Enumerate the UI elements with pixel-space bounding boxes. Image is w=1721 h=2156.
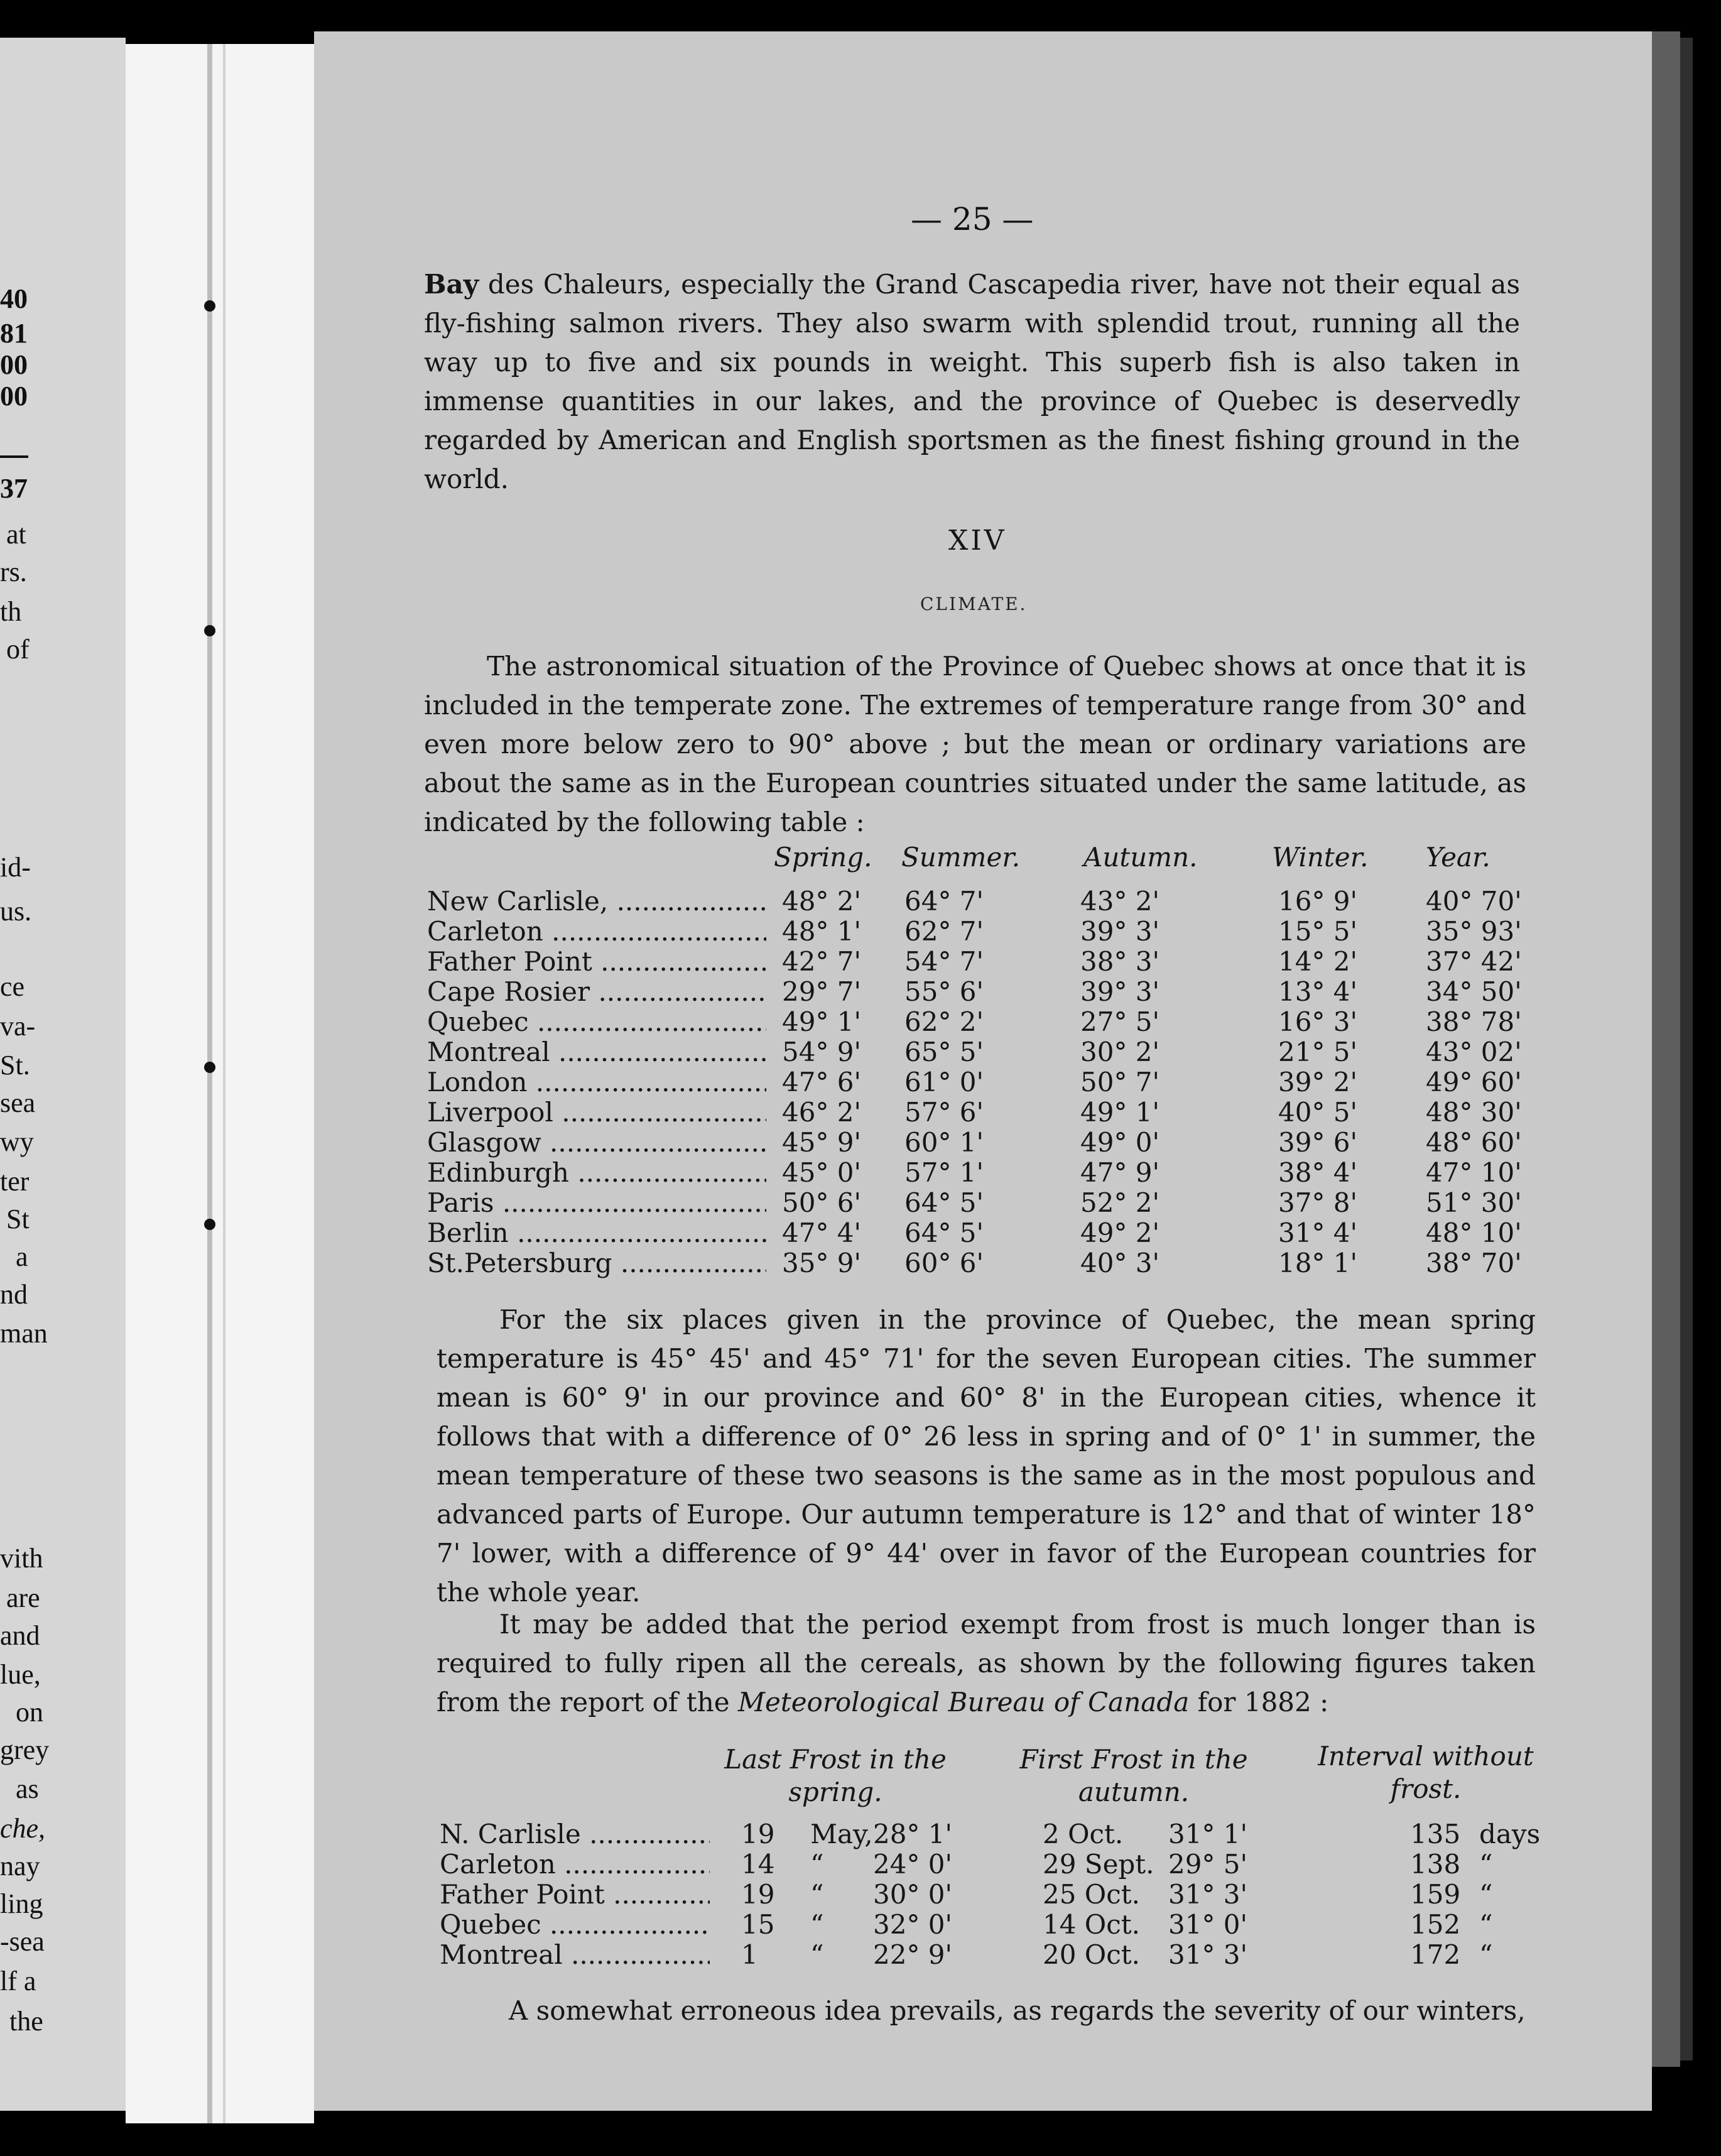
autumn-value: 49° 1'	[1080, 1097, 1160, 1128]
left-margin-fragment: lue,	[0, 1659, 41, 1690]
spring-value: 48° 2'	[782, 886, 862, 917]
autumn-value: 49° 2'	[1080, 1217, 1160, 1248]
intro-paragraph	[424, 265, 1520, 499]
frost-row	[440, 1819, 1570, 1849]
year-value: 51° 30'	[1426, 1187, 1522, 1218]
spring-value: 50° 6'	[782, 1187, 862, 1218]
left-margin-fragment: of	[6, 634, 30, 665]
winter-value: 18° 1'	[1278, 1248, 1358, 1278]
spring-value: 45° 0'	[782, 1157, 862, 1188]
left-margin-fragment: man	[0, 1318, 48, 1349]
first-frost-date: 14 Oct.	[1043, 1909, 1140, 1940]
column-header: Year.	[1426, 842, 1490, 873]
left-margin-fragment: nd	[0, 1279, 28, 1310]
summer-value: 62° 2'	[904, 1006, 984, 1037]
interval-unit: “	[1479, 1849, 1493, 1880]
column-header: Spring.	[774, 842, 872, 873]
left-margin-fragment: are	[6, 1582, 40, 1613]
left-margin-fragment: us.	[0, 896, 32, 927]
binding-line-secondary	[223, 44, 225, 2123]
interval-value: 135	[1410, 1819, 1461, 1849]
table-row	[427, 1127, 1570, 1157]
binding-thread-knot	[204, 300, 215, 312]
table-row	[427, 976, 1570, 1006]
autumn-value: 27° 5'	[1080, 1006, 1160, 1037]
interval-value: 138	[1410, 1849, 1461, 1880]
last-frost-month: “	[810, 1849, 824, 1880]
spring-value: 42° 7'	[782, 946, 862, 977]
place-name: Carleton .....	[440, 1849, 710, 1880]
left-margin-fragment: va-	[0, 1011, 36, 1042]
first-frost-temp: 31° 3'	[1168, 1939, 1248, 1970]
climate-paragraph: The astronomical situation of the Province of Quebec shows at once that it is included in the temperate zone. The extremes of temperature range from 30° and even more below zero to 90° above ; but the mean or ordinary variations are about the same as in the European countries situated under the same latitude, as indicated by the following table :	[424, 651, 1526, 837]
last-frost-month: “	[810, 1879, 824, 1910]
frost-paragraph-tail: for 1882 :	[1189, 1687, 1329, 1718]
winter-value: 21° 5'	[1278, 1037, 1358, 1067]
place-name: Berlin .....	[427, 1217, 766, 1248]
closing-line: A somewhat erroneous idea prevails, as regards the severity of our winters,	[509, 1995, 1526, 2026]
spring-value: 49° 1'	[782, 1006, 862, 1037]
left-margin-fragment: vith	[0, 1543, 43, 1574]
left-margin-fragment: on	[16, 1697, 43, 1728]
year-value: 40° 70'	[1426, 886, 1522, 917]
left-margin-fragment: a	[16, 1241, 28, 1272]
column-header: Winter.	[1272, 842, 1369, 873]
summer-value: 62° 7'	[904, 916, 984, 947]
autumn-value: 30° 2'	[1080, 1037, 1160, 1067]
left-margin-fragment: id-	[0, 852, 31, 883]
left-margin-fragment: -sea	[0, 1926, 45, 1957]
left-margin-fragment: wy	[0, 1126, 34, 1157]
place-name: Father Point .....	[427, 946, 766, 977]
last-frost-month: May,	[810, 1819, 873, 1849]
place-name: Glasgow .....	[427, 1127, 766, 1158]
section-title: CLIMATE.	[920, 594, 1028, 614]
table-row	[427, 1006, 1570, 1037]
table-row	[427, 1097, 1570, 1127]
last-frost-day: 14	[741, 1849, 775, 1880]
autumn-value: 39° 3'	[1080, 916, 1160, 947]
left-margin-number: 00	[0, 349, 28, 380]
interval-value: 159	[1410, 1879, 1461, 1910]
column-header: Autumn.	[1083, 842, 1198, 873]
frost-paragraph	[437, 1605, 1536, 1722]
autumn-value: 39° 3'	[1080, 976, 1160, 1007]
last-frost-temp: 22° 9'	[873, 1939, 953, 1970]
autumn-value: 47° 9'	[1080, 1157, 1160, 1188]
summer-value: 64° 5'	[904, 1187, 984, 1218]
winter-value: 16° 9'	[1278, 886, 1358, 917]
section-number: XIV	[948, 525, 1007, 557]
interval-unit: “	[1479, 1879, 1493, 1910]
spring-value: 47° 6'	[782, 1067, 862, 1097]
year-value: 37° 42'	[1426, 946, 1522, 977]
frost-row	[440, 1939, 1570, 1969]
left-margin-rule	[0, 455, 28, 458]
intro-lead-word: Bay	[424, 269, 479, 300]
winter-value: 16° 3'	[1278, 1006, 1358, 1037]
table-row	[427, 1217, 1570, 1248]
place-name: Carleton .....	[427, 916, 766, 947]
year-value: 48° 30'	[1426, 1097, 1522, 1128]
table-row	[427, 916, 1570, 946]
binding-line	[207, 44, 212, 2123]
summer-value: 55° 6'	[904, 976, 984, 1007]
binding-thread-knot	[204, 1062, 215, 1073]
year-value: 48° 60'	[1426, 1127, 1522, 1158]
interval-unit: days	[1479, 1819, 1541, 1849]
autumn-value: 49° 0'	[1080, 1127, 1160, 1158]
frost-column-header: First Frost in the autumn.	[1019, 1744, 1248, 1807]
frost-column-header: Last Frost in the spring.	[724, 1744, 947, 1807]
column-header: Summer.	[901, 842, 1021, 873]
left-margin-fragment: and	[0, 1620, 40, 1651]
place-name: New Carlisle, .....	[427, 886, 766, 917]
place-name: Quebec .....	[440, 1909, 710, 1940]
left-margin-fragment: ling	[0, 1888, 43, 1919]
place-name: Cape Rosier .....	[427, 976, 766, 1007]
left-margin-number: 81	[0, 318, 28, 349]
binding-gutter	[126, 44, 314, 2123]
left-margin-fragment: th	[0, 596, 22, 627]
first-frost-date: 2 Oct.	[1043, 1819, 1124, 1849]
spring-value: 46° 2'	[782, 1097, 862, 1128]
last-frost-month: “	[810, 1939, 824, 1970]
left-margin-fragment: ter	[0, 1166, 30, 1197]
winter-value: 38° 4'	[1278, 1157, 1358, 1188]
year-value: 38° 78'	[1426, 1006, 1522, 1037]
interval-unit: “	[1479, 1909, 1493, 1940]
place-name: N. Carlisle .....	[440, 1819, 710, 1849]
winter-value: 40° 5'	[1278, 1097, 1358, 1128]
summer-value: 54° 7'	[904, 946, 984, 977]
summer-value: 60° 6'	[904, 1248, 984, 1278]
winter-value: 14° 2'	[1278, 946, 1358, 977]
table-row	[427, 1157, 1570, 1187]
year-value: 47° 10'	[1426, 1157, 1522, 1188]
left-margin-fragment: sea	[0, 1087, 36, 1118]
winter-value: 39° 6'	[1278, 1127, 1358, 1158]
table-row	[427, 1187, 1570, 1217]
spring-value: 29° 7'	[782, 976, 862, 1007]
last-frost-temp: 32° 0'	[873, 1909, 953, 1940]
place-name: Paris .....	[427, 1187, 766, 1218]
winter-value: 15° 5'	[1278, 916, 1358, 947]
place-name: Edinburgh .....	[427, 1157, 766, 1188]
year-value: 49° 60'	[1426, 1067, 1522, 1097]
spring-value: 54° 9'	[782, 1037, 862, 1067]
year-value: 38° 70'	[1426, 1248, 1522, 1278]
page-edge-shadow	[1680, 38, 1693, 2061]
place-name: London .....	[427, 1067, 766, 1097]
left-margin-fragment: che,	[0, 1813, 46, 1844]
year-value: 34° 50'	[1426, 976, 1522, 1007]
first-frost-temp: 31° 1'	[1168, 1819, 1248, 1849]
place-name: Montreal .....	[427, 1037, 766, 1067]
summer-value: 64° 5'	[904, 1217, 984, 1248]
last-frost-day: 1	[741, 1939, 758, 1970]
place-name: Liverpool .....	[427, 1097, 766, 1128]
left-margin-fragment: ce	[0, 971, 25, 1002]
left-margin-fragment: at	[6, 519, 26, 550]
page-edge	[1652, 31, 1680, 2067]
left-margin-fragment: as	[16, 1773, 39, 1804]
table-row	[427, 1248, 1570, 1278]
frost-paragraph-text: It may be added that the period exempt from frost is much longer than is required to fully ripen all the cereals, as shown by the following figures taken from the report of the	[437, 1609, 1536, 1718]
spring-value: 47° 4'	[782, 1217, 862, 1248]
summer-value: 60° 1'	[904, 1127, 984, 1158]
frost-paragraph-source: Meteorological Bureau of Canada	[737, 1687, 1190, 1718]
last-frost-day: 15	[741, 1909, 775, 1940]
year-value: 43° 02'	[1426, 1037, 1522, 1067]
winter-value: 13° 4'	[1278, 976, 1358, 1007]
interval-value: 152	[1410, 1909, 1461, 1940]
last-frost-temp: 28° 1'	[873, 1819, 953, 1849]
left-margin-number: 37	[0, 473, 28, 504]
table-row	[427, 886, 1570, 916]
table-row	[427, 946, 1570, 976]
winter-value: 37° 8'	[1278, 1187, 1358, 1218]
year-value: 48° 10'	[1426, 1217, 1522, 1248]
autumn-value: 43° 2'	[1080, 886, 1160, 917]
autumn-value: 52° 2'	[1080, 1187, 1160, 1218]
first-frost-date: 20 Oct.	[1043, 1939, 1140, 1970]
first-frost-temp: 29° 5'	[1168, 1849, 1248, 1880]
autumn-value: 40° 3'	[1080, 1248, 1160, 1278]
table-row	[427, 1067, 1570, 1097]
winter-value: 39° 2'	[1278, 1067, 1358, 1097]
first-frost-temp: 31° 3'	[1168, 1879, 1248, 1910]
place-name: St.Petersburg .....	[427, 1248, 766, 1278]
interval-value: 172	[1410, 1939, 1461, 1970]
binding-thread-knot	[204, 1219, 215, 1230]
frost-row	[440, 1849, 1570, 1879]
frost-row	[440, 1909, 1570, 1939]
left-margin-fragment: grey	[0, 1734, 50, 1765]
interval-unit: “	[1479, 1939, 1493, 1970]
spring-value: 35° 9'	[782, 1248, 862, 1278]
summer-value: 57° 1'	[904, 1157, 984, 1188]
frost-row	[440, 1879, 1570, 1909]
place-name: Montreal .....	[440, 1939, 710, 1970]
place-name: Quebec .....	[427, 1006, 766, 1037]
last-frost-day: 19	[741, 1819, 775, 1849]
binding-thread-knot	[204, 625, 215, 636]
spring-value: 45° 9'	[782, 1127, 862, 1158]
last-frost-month: “	[810, 1909, 824, 1940]
last-frost-temp: 24° 0'	[873, 1849, 953, 1880]
table-row	[427, 1037, 1570, 1067]
page-number: — 25 —	[911, 201, 1034, 237]
last-frost-day: 19	[741, 1879, 775, 1910]
summer-value: 65° 5'	[904, 1037, 984, 1067]
intro-text: des Chaleurs, especially the Grand Cascapedia river, have not their equal as fly-fishing salmon rivers. They also swarm with splendid trout, running all the way up to five and six pounds in weight. This superb fish is also taken in immense quantities in our lakes, and the province of Quebec is deservedly regarded by American and English sportsmen as the finest fishing ground in the world.	[424, 269, 1520, 494]
first-frost-temp: 31° 0'	[1168, 1909, 1248, 1940]
summer-value: 61° 0'	[904, 1067, 984, 1097]
summer-value: 57° 6'	[904, 1097, 984, 1128]
left-margin-number: 00	[0, 381, 28, 411]
autumn-value: 38° 3'	[1080, 946, 1160, 977]
left-margin-fragment: the	[9, 2006, 43, 2037]
left-margin-fragment: rs.	[0, 557, 27, 587]
autumn-value: 50° 7'	[1080, 1067, 1160, 1097]
place-name: Father Point .....	[440, 1879, 710, 1910]
last-frost-temp: 30° 0'	[873, 1879, 953, 1910]
frost-column-header: Interval without frost.	[1318, 1741, 1534, 1804]
comparison-paragraph: For the six places given in the province of Quebec, the mean spring temperature is 45° 45' and 45° 71' for the seven European cities. The summer mean is 60° 9' in our province and 60° 8' in the European cities, whence it follows that with a difference of 0° 26 less in spring and of 0° 1' in summer, the mean temperature of these two seasons is the same as in the most populous and advanced parts of Europe. Our autumn temperature is 12° and that of winter 18° 7' lower, with a difference of 9° 44' over in favor of the European countries for the whole year.	[437, 1304, 1536, 1608]
left-margin-fragment: nay	[0, 1851, 40, 1881]
left-margin-fragment: St.	[0, 1050, 30, 1081]
spring-value: 48° 1'	[782, 916, 862, 947]
year-value: 35° 93'	[1426, 916, 1522, 947]
left-margin-fragment: lf a	[0, 1966, 36, 1996]
winter-value: 31° 4'	[1278, 1217, 1358, 1248]
first-frost-date: 25 Oct.	[1043, 1879, 1140, 1910]
summer-value: 64° 7'	[904, 886, 984, 917]
left-margin-fragment: St	[6, 1204, 30, 1234]
first-frost-date: 29 Sept.	[1043, 1849, 1154, 1880]
left-margin-number: 40	[0, 283, 28, 314]
